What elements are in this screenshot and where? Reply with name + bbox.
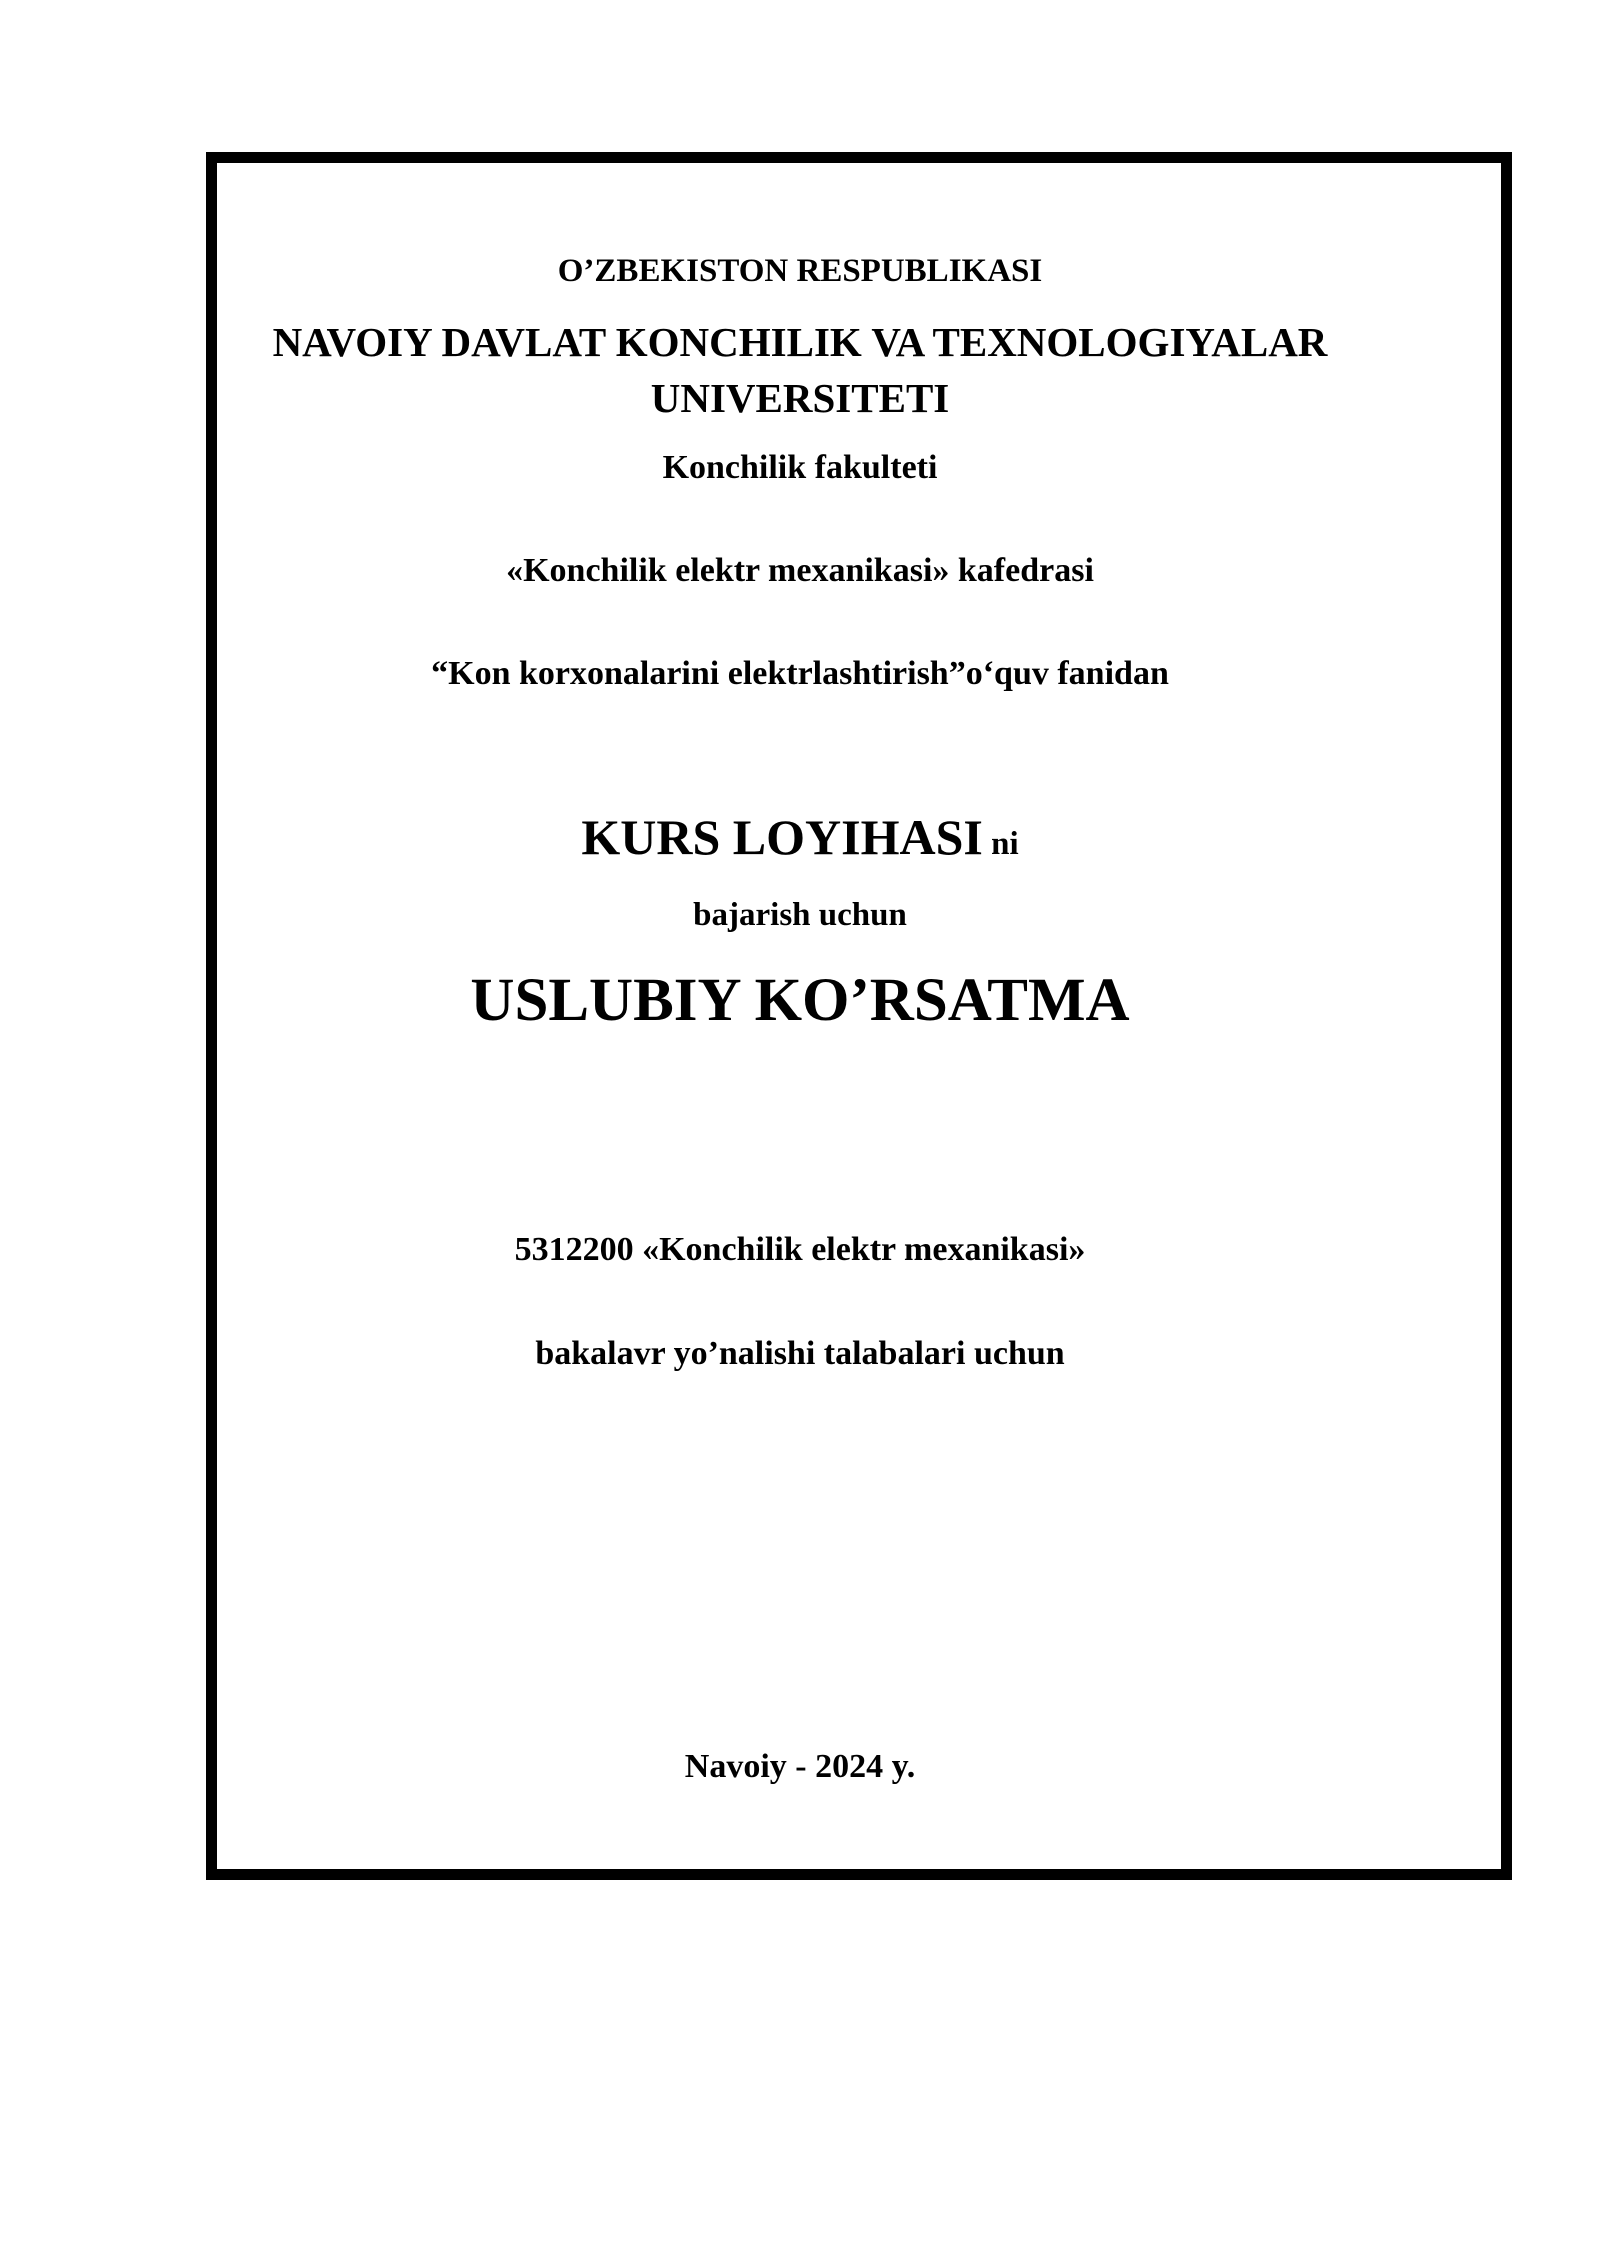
specialty-code: 5312200 «Konchilik elektr mexanikasi» — [514, 1231, 1086, 1268]
purpose-text: bajarish uchun — [693, 897, 907, 933]
audience-text: bakalavr yo’nalishi talabalari uchun — [535, 1335, 1065, 1372]
university-name-line1: NAVOIY DAVLAT KONCHILIK VA TEXNOLOGIYALAR — [272, 319, 1328, 365]
university-name-line2: UNIVERSITETI — [650, 375, 950, 421]
department-name: «Konchilik elektr mexanikasi» kafedrasi — [506, 552, 1094, 589]
work-type-heading — [0, 809, 1600, 865]
document-type-title: USLUBIY KO’RSATMA — [470, 967, 1130, 1034]
city-year: Navoiy - 2024 y. — [684, 1748, 916, 1785]
subject-name: “Kon korxonalarini elektrlashtirish”o‘quv fanidan — [431, 655, 1169, 692]
country-heading: O’ZBEKISTON RESPUBLIKASI — [557, 253, 1043, 289]
work-type-suffix: ni — [982, 826, 1019, 862]
faculty-name: Konchilik fakulteti — [662, 449, 938, 486]
work-type-main: KURS LOYIHASI — [581, 809, 983, 865]
